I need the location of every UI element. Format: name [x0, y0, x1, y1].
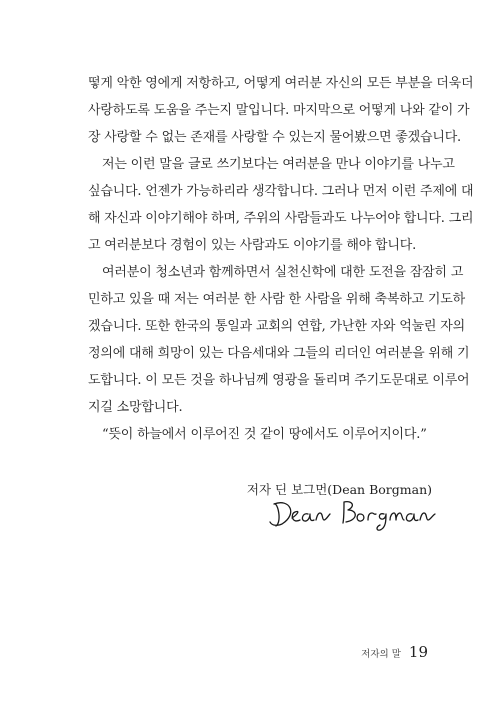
page-number: 19	[408, 643, 428, 661]
author-signature	[268, 492, 438, 536]
running-footer-label: 저자의 말	[361, 649, 401, 660]
paragraph-line: 지길 소망합니다.	[88, 400, 183, 415]
paragraph-line: 떻게 악한 영에게 저항하고, 어떻게 여러분 자신의 모든 부분을 더욱더	[88, 76, 474, 91]
paragraph-line: “뜻이 하늘에서 이루어진 것 같이 땅에서도 이루어지이다.”	[102, 427, 427, 442]
paragraph-line: 고 여러분보다 경험이 있는 사람과도 이야기를 해야 합니다.	[88, 238, 417, 253]
paragraph-line: 여러분이 청소년과 함께하면서 실천신학에 대한 도전을 잠잠히 고	[102, 265, 464, 280]
paragraph-line: 해 자신과 이야기해야 하며, 주위의 사람들과도 나누어야 합니다. 그리	[88, 211, 474, 226]
paragraph-line: 사랑하도록 도움을 주는지 말입니다. 마지막으로 어떻게 나와 같이 가	[88, 103, 470, 118]
body-text	[88, 70, 474, 448]
paragraph-line: 민하고 있을 때 저는 여러분 한 사람 한 사람을 위해 축복하고 기도하	[88, 292, 465, 307]
page-footer	[361, 643, 428, 661]
author-byline: 저자 딘 보그먼(Dean Borgman)	[246, 482, 432, 497]
paragraph-line: 겠습니다. 또한 한국의 통일과 교회의 연합, 가난한 자와 억눌린 자의	[88, 319, 465, 334]
paragraph-line: 정의에 대해 희망이 있는 다음세대와 그들의 리더인 여러분을 위해 기	[88, 346, 470, 361]
paragraph-line: 장 사랑할 수 없는 존재를 사랑할 수 있는지 물어봤으면 좋겠습니다.	[88, 130, 461, 145]
paragraph-line: 싶습니다. 언젠가 가능하리라 생각합니다. 그러나 먼저 이런 주제에 대	[88, 184, 474, 199]
paragraph-line: 저는 이런 말을 글로 쓰기보다는 여러분을 만나 이야기를 나누고	[102, 157, 455, 172]
paragraph-line: 도합니다. 이 모든 것을 하나님께 영광을 돌리며 주기도문대로 이루어	[88, 373, 470, 388]
